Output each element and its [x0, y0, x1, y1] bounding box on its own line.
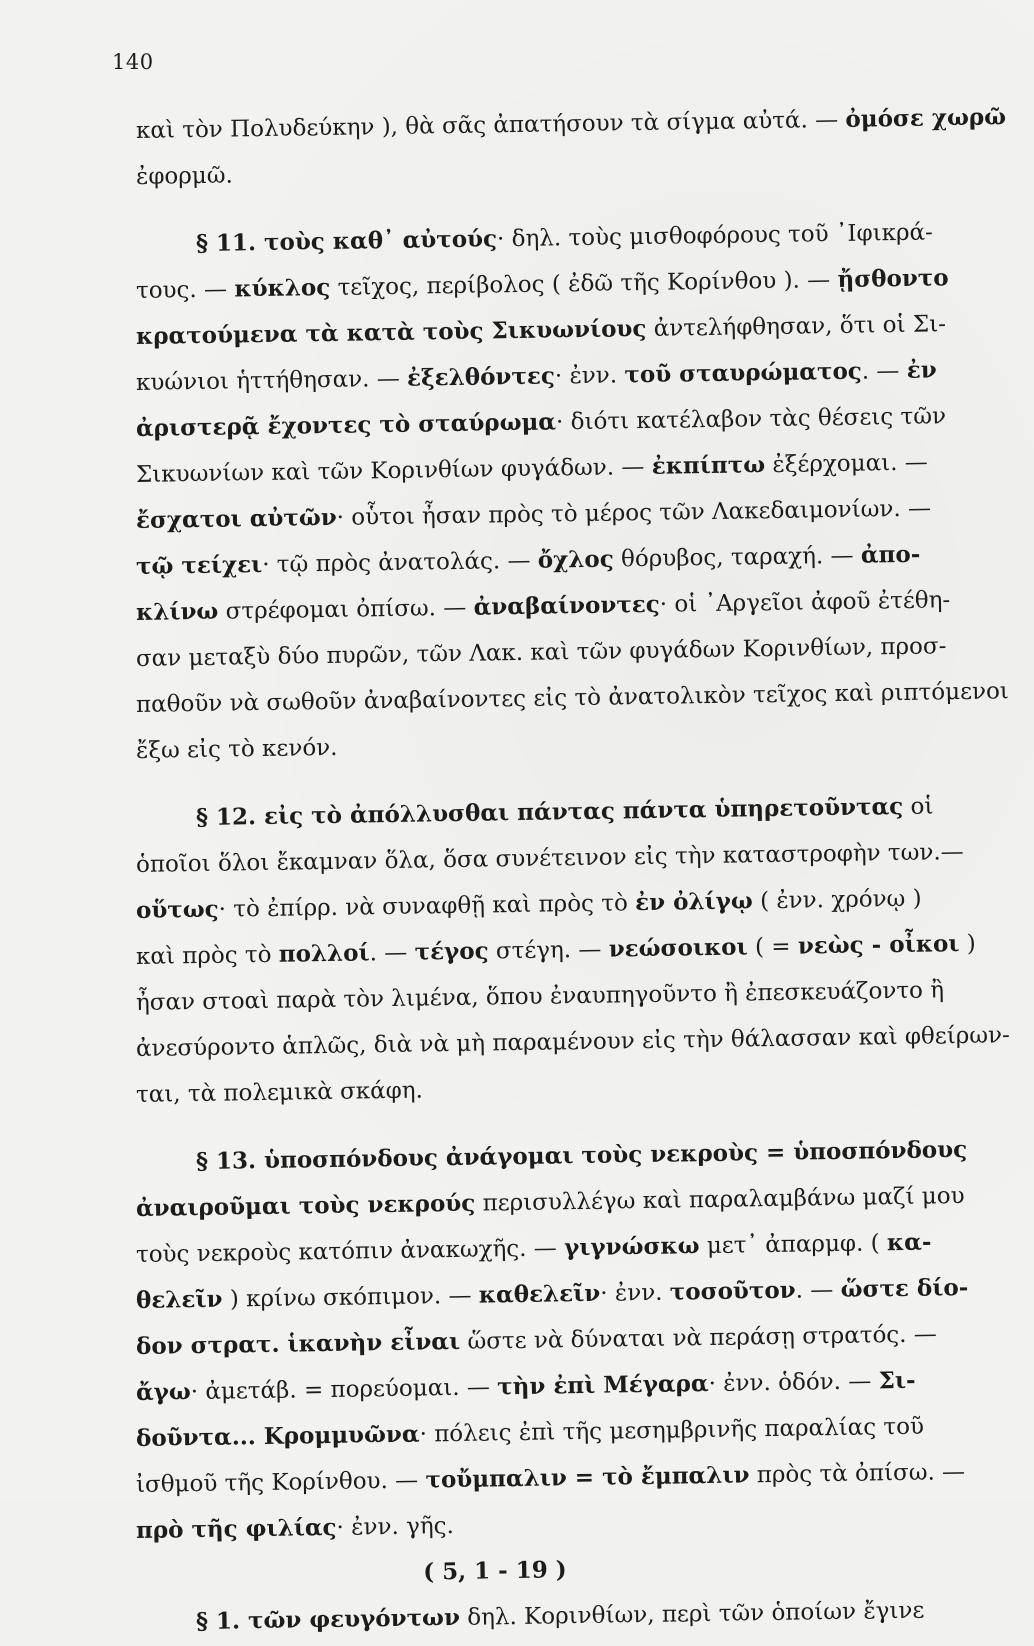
gloss-text: θόρυβος, ταραχή. — — [613, 542, 862, 573]
gloss-text: ται, τὰ πολεμικὰ σκάφη. — [135, 1077, 424, 1108]
lemma-term: κα- — [886, 1228, 932, 1257]
gloss-text: ἔξω εἰς τὸ κενόν. — [135, 734, 338, 764]
gloss-text: τοὺς νεκροὺς κατόπιν ἀνακωχῆς. — — [135, 1235, 565, 1268]
gloss-text: δηλ. Κορινθίων, περὶ τῶν ὁποίων ἔγινε — [459, 1597, 925, 1631]
lemma-term: οὕτως — [135, 895, 219, 924]
gloss-text: ἦσαν στοαὶ παρὰ τὸν λιμένα, ὅπου ἐναυπηγοῦντο ἢ ἐπεσκευάζοντο ἢ — [135, 977, 945, 1016]
gloss-text: · ἐνν. ὁδόν. — — [708, 1368, 879, 1398]
lemma-term: τοσοῦτον — [669, 1276, 796, 1306]
gloss-text: ὁποῖοι ὅλοι ἔκαμναν ὅλα, ὅσα συνέτεινον εἰς τὴν καταστροφὴν των.— — [135, 838, 964, 878]
gloss-text: καὶ τὸν Πολυδεύκην ), θὰ σᾶς ἀπατήσουν τὰ σίγμα αὐτά. — — [135, 106, 846, 144]
lemma-term: τοὔμπαλιν = τὸ ἔμπαλιν — [425, 1461, 750, 1494]
lemma-term: ἀπο- — [860, 540, 921, 569]
lemma-term: νεὼς - οἶκοι — [797, 930, 960, 960]
lemma-term: ᾔσθοντο — [837, 264, 949, 293]
gloss-text: οἱ — [902, 793, 934, 820]
lemma-term: ἐξελθόντες — [406, 362, 556, 392]
gloss-text: ( ἐνν. χρόνῳ ) — [752, 885, 922, 915]
lemma-term: § 13. — [195, 1146, 265, 1176]
lemma-term: τέγος — [414, 937, 489, 966]
lemma-term: νεώσοικοι — [608, 933, 748, 963]
lemma-term: ἀναιροῦμαι τοὺς νεκρούς — [135, 1189, 476, 1222]
gloss-text: · οὗτοι ἦσαν πρὸς τὸ μέρος τῶν Λακεδαιμονίων. — — [336, 495, 932, 531]
gloss-text: στέγη. — — [488, 936, 609, 965]
gloss-text: τους. — — [135, 276, 235, 304]
lemma-term: εἰς τὸ ἀπόλλυσθαι πάντας πάντα ὑπηρετοῦντας — [263, 792, 904, 830]
lemma-term: καθελεῖν — [478, 1279, 601, 1309]
gloss-text: · ἐνν. γῆς. — [336, 1513, 455, 1541]
lemma-term: § 11. — [195, 228, 265, 258]
lemma-term: ἀναβαίνοντες — [473, 590, 660, 621]
gloss-text: · τὸ ἐπίρρ. νὰ συναφθῇ καὶ πρὸς τὸ — [218, 890, 636, 923]
lemma-term: § 12. — [195, 802, 265, 832]
gloss-text: · ἐνν. — [600, 1279, 671, 1307]
gloss-text: περισυλλέγω καὶ παραλαμβάνω μαζί μου — [475, 1182, 965, 1217]
gloss-text: · διότι κατέλαβον τὰς θέσεις τῶν — [555, 403, 947, 436]
gloss-text: ἀντελήφθησαν, ὅτι οἱ Σι- — [646, 311, 947, 342]
gloss-text: · τῷ πρὸς ἀνατολάς. — — [261, 547, 539, 579]
gloss-text: · οἱ ᾿Αργεῖοι ἀφοῦ ἐτέθη- — [659, 587, 951, 618]
lemma-term: ἐν ὀλίγῳ — [634, 887, 753, 917]
gloss-text: ( = — [747, 933, 799, 961]
lemma-term: πρὸ τῆς φιλίας — [135, 1513, 337, 1544]
gloss-text: ) — [959, 930, 976, 958]
lemma-term: ἄγω — [135, 1378, 191, 1406]
lemma-term: κύκλος — [234, 273, 331, 303]
lemma-term: δον στρατ. ἱκανὴν εἶναι — [135, 1327, 461, 1360]
lemma-term: τῶν φευγόντων — [247, 1603, 461, 1635]
gloss-text: ἀνεσύροντο ἁπλῶς, διὰ νὰ μὴ παραμένουν εἰς τὴν θάλασσαν καὶ φθείρων- — [135, 1022, 1010, 1062]
gloss-text: τεῖχος, περίβολος ( ἐδῶ τῆς Κορίνθου ). — — [330, 266, 838, 301]
gloss-text: στρέφομαι ὀπίσω. — — [218, 594, 474, 625]
gloss-text: · ἀμετάβ. = πορεύομαι. — — [190, 1374, 498, 1406]
lemma-term: πολλοί — [278, 939, 370, 968]
lemma-term: θελεῖν — [135, 1285, 223, 1314]
lemma-term: τοὺς καθ᾽ αὐτούς — [263, 225, 498, 256]
lemma-term: τὴν ἐπὶ Μέγαρα — [496, 1370, 709, 1401]
lemma-term: κλίνω — [135, 597, 219, 626]
gloss-text: σαν μεταξὺ δύο πυρῶν, τῶν Λακ. καὶ τῶν φυγάδων Κορινθίων, προσ- — [135, 633, 947, 672]
gloss-text: ἰσθμοῦ τῆς Κορίνθου. — — [135, 1467, 426, 1498]
lemma-term: ὥστε δίο- — [840, 1273, 969, 1303]
gloss-text: μετ᾽ ἀπαρμφ. ( — [699, 1230, 888, 1260]
lemma-term: Σι- — [878, 1366, 916, 1395]
gloss-text: πρὸς τὰ ὀπίσω. — — [749, 1458, 966, 1489]
lemma-term: ἔσχατοι αὐτῶν — [135, 503, 337, 534]
gloss-text: . — — [795, 1276, 841, 1304]
gloss-text: Σικυωνίων καὶ τῶν Κορινθίων φυγάδων. — — [135, 453, 652, 488]
lemma-term: ὄχλος — [537, 545, 614, 574]
lemma-term: ἀριστερᾷ ἔχοντες τὸ σταύρωμα — [135, 408, 557, 442]
lemma-term: τῷ τείχει — [135, 551, 263, 580]
gloss-text: ὥστε νὰ δύναται νὰ περάσῃ στρατός. — — [459, 1321, 938, 1355]
gloss-text: ) κρίνω σκόπιμον. — — [222, 1282, 480, 1313]
gloss-text: . — — [861, 357, 907, 385]
gloss-text: · πόλεις ἐπὶ τῆς μεσημβρινῆς παραλίας τοῦ — [419, 1413, 925, 1448]
lemma-term: ἐκπίπτω — [651, 451, 766, 480]
lemma-term: § 1. — [195, 1607, 249, 1636]
gloss-text: παθοῦν νὰ σωθοῦν ἀναβαίνοντες εἰς τὸ ἀνατολικὸν τεῖχος καὶ ριπτόμενοι — [135, 678, 1010, 718]
lemma-term: ἐν — [906, 356, 937, 384]
gloss-text: καὶ πρὸς τὸ — [135, 941, 279, 970]
gloss-text: ἐξέρχομαι. — — [764, 449, 928, 479]
gloss-text: · δηλ. τοὺς μισθοφόρους τοῦ ᾿Ιφικρά- — [496, 219, 934, 253]
lemma-term: ( 5, 1 - 19 ) — [423, 1556, 567, 1586]
commentary-text — [135, 103, 1010, 1646]
gloss-text: κυώνιοι ἡττήθησαν. — — [135, 365, 408, 396]
gloss-text: · ἐνν. — [554, 362, 625, 390]
lemma-term: ὑποσπόνδους ἀνάγομαι τοὺς νεκροὺς = ὑποσπόνδους — [263, 1135, 968, 1174]
lemma-term: ὀμόσε χωρῶ — [845, 103, 1007, 133]
lemma-term: κρατούμενα τὰ κατὰ τοὺς Σικυωνίους — [135, 314, 647, 350]
lemma-term: τοῦ σταυρώματος — [624, 357, 863, 389]
gloss-text: . — — [369, 939, 415, 967]
lemma-term: γιγνώσκω — [563, 1232, 700, 1262]
gloss-text: ἐφορμῶ. — [135, 162, 234, 190]
page-number: 140 — [112, 50, 154, 74]
lemma-term: δοῦντα... Κρομμυῶνα — [135, 1420, 420, 1452]
